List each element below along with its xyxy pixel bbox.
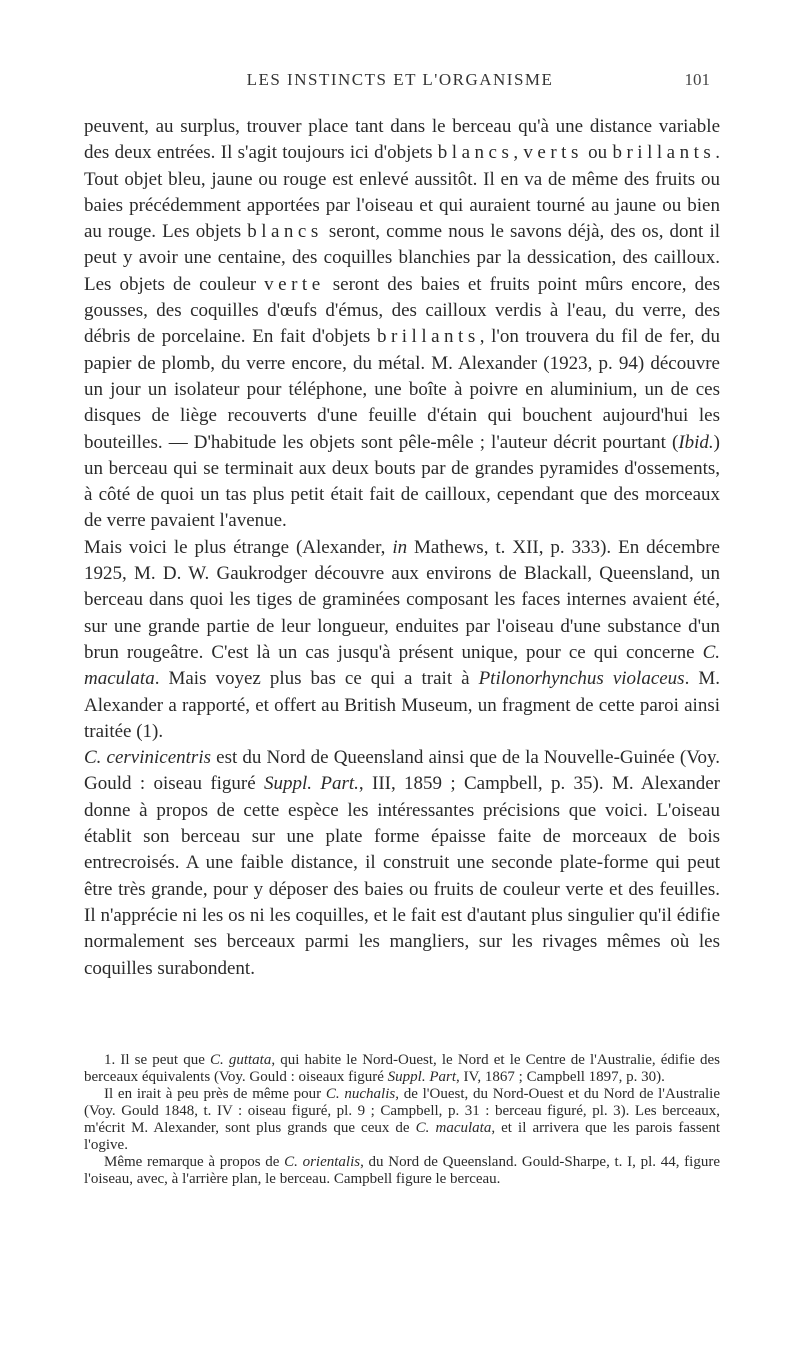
text-run: , et il arrivera que les parois fassent l'ogive. [84,1120,720,1153]
italic-text: C. guttata [209,1052,272,1068]
text-run: 1. Il se peut que [104,1052,210,1068]
italic-text: Suppl. Part. [264,773,359,795]
italic-text: Ibid. [678,431,714,453]
text-run: est du Nord de Queensland ainsi que de la Nouvelle-Guinée (Voy. Gould : oiseau figuré [84,747,721,795]
spaced-emphasis: brillants [376,326,480,348]
running-head [0,70,800,100]
italic-text: Ptilonorhynchus violaceus [478,668,685,690]
footnote [84,1052,720,1086]
text-run: Mathews, t. XII, p. 333). En décembre 1925, M. D. W. Gaukrodger découvre aux environs de Blackall, Queensland, un berceau dans quoi les tiges de graminées composant les faces internes avaient été, sur une grande partie de leur longueur, enduites par l'oiseau d'une substance d'un brun rougeâtre. C'est là un cas jusqu'à présent unique, pour ce qui concerne [84,536,720,663]
text-run: Mais voici le plus étrange (Alexander, [84,536,393,558]
text-run: Même remarque à propos de [104,1154,285,1170]
text-run: ) un berceau qui se terminait aux deux bouts par de grandes pyramides d'ossements, à côté de quoi un tas plus petit était fait de cailloux, cependant que des morceaux de verre pavaient l'avenue. [84,431,720,532]
text-run: . Mais voyez plus bas ce qui a trait à [154,668,479,690]
text-run: , qui habite le Nord-Ouest, le Nord et le Centre de l'Australie, édifie des berceaux équivalents (Voy. Gould : oiseaux figuré [84,1052,720,1085]
paragraph [84,745,720,982]
spaced-emphasis: verte [264,273,325,295]
italic-text: C. cervinicentris [84,747,212,769]
italic-text: Suppl. Part [387,1069,457,1085]
italic-text: C. maculata [415,1120,492,1136]
paragraph [84,114,720,535]
text-run: , l'on trouvera du fil de fer, du papier de plomb, du verre encore, du métal. M. Alexander (1923, p. 94) découvre un jour un isolateur pour téléphone, une boîte à poivre en aluminium, un de ces disques de liège recouverts d'une feuille d'étain qui bouchent aujourd'hui les bouteilles. — D'habitude les objets sont pêle-mêle ; l'auteur décrit pourtant ( [84,326,720,453]
text-run: Il en irait à peu près de même pour [104,1086,326,1102]
paragraph [84,535,720,745]
body-text [84,114,720,982]
text-run: , IV, 1867 ; Campbell 1897, p. 30). [456,1069,665,1085]
footnote [84,1154,720,1188]
page-number: 101 [684,70,710,89]
italic-text: in [392,536,408,558]
text-run: , de l'Ouest, du Nord-Ouest et du Nord de l'Australie (Voy. Gould 1848, t. IV : oiseau figuré, pl. 9 ; Campbell, p. 31 : berceau figuré, pl. 3). Les berceaux, m'écrit M. Alexander, sont plus grands que ceux de [84,1086,720,1136]
italic-text: C. orientalis [284,1154,361,1170]
footnotes [84,1052,720,1188]
italic-text: C. nuchalis [325,1086,396,1102]
text-run: seront, comme nous le savons déjà, des os, dont il peut y avoir une centaine, des coquilles blanchies par la dessication, des cailloux. Les objets de couleur [84,221,721,295]
spaced-emphasis: blancs [247,221,323,243]
text-run: seront des baies et fruits point mûrs encore, des gousses, des coquilles d'œufs d'émus, des cailloux verdis à l'eau, du verre, des débris de porcelaine. En fait d'objets [84,273,720,348]
text-run: , du Nord de Queensland. Gould-Sharpe, t. I, pl. 44, figure l'oiseau, avec, à l'arrière plan, le berceau. Campbell figure le berceau. [84,1154,720,1187]
text-run: , III, 1859 ; Campbell, p. 35). M. Alexander donne à propos de cette espèce les intéressantes précisions que voici. L'oiseau établit son berceau sur une plate forme épaisse faite de morceaux de bois entrecroisés. A une faible distance, il construit une seconde plate-forme qui peut être très grande, pour y déposer des baies ou fruits de couleur verte et des feuilles. Il n'apprécie ni les os ni les coquilles, et le fait est d'autant plus singulier qu'il édifie normalement ses berceaux parmi les mangliers, sur les rivages mêmes où les coquilles surabondent. [84,773,720,979]
footnote [84,1086,720,1154]
spaced-emphasis: brillants [612,142,716,164]
spaced-emphasis: blancs [437,142,514,164]
spaced-emphasis: verts [523,142,583,164]
text-run: peuvent, au surplus, trouver place tant dans le berceau qu'à une distance variable des deux entrées. Il s'agit toujours ici d'objets [84,116,720,164]
text-run: , [513,142,524,164]
italic-text: C. maculata [84,641,720,690]
text-run: . Tout objet bleu, jaune ou rouge est enlevé aussitôt. Il en va de même des fruits ou baies précédemment apportées par l'oiseau et qui auraient tourné au jaune ou bien au rouge. Les objets [84,142,720,243]
running-title: LES INSTINCTS ET L'ORGANISME [246,70,554,89]
text-run: ou [582,142,613,164]
text-run: . M. Alexander a rapporté, et offert au British Museum, un fragment de cette paroi ainsi traitée (1). [84,668,720,742]
